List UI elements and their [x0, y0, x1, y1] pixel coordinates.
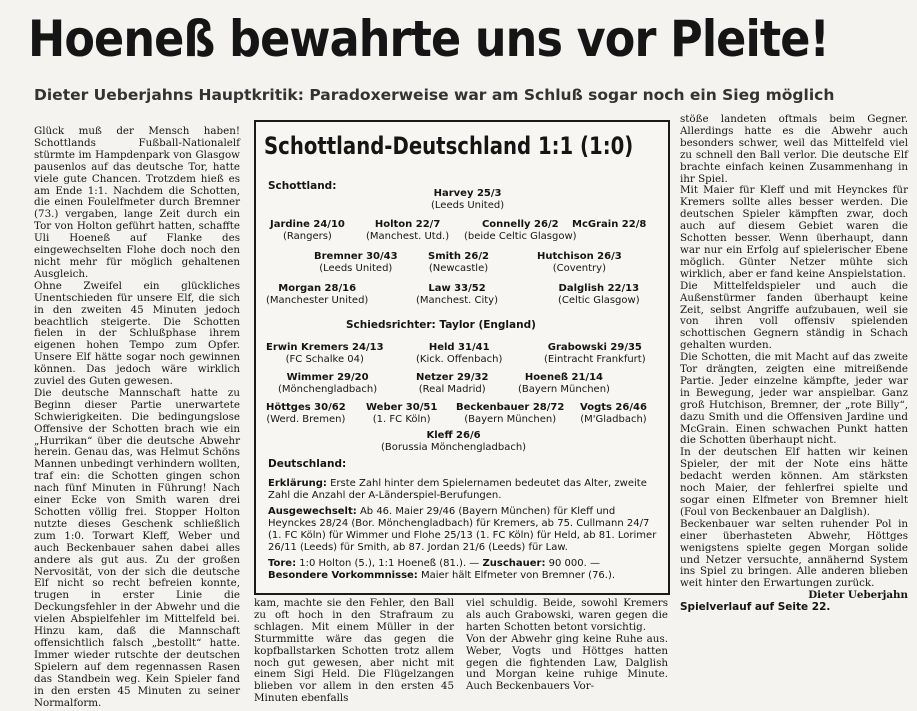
- player: Beckenbauer 28/72 (Bayern München): [456, 402, 565, 425]
- paragraph: Die Schotten, die mit Macht auf das zweite Tor drängten, zeigten eine mitreißende Partie. Jeder einzelne kämpfte, jeder war in Bewegung, jeder war anspielbar. Ganz groß Hutchison, Bremner, der „rote Billy“, dazu Smith und die Offensiven Jardine und McGrain. Einen schwachen Punkt hatten die Schotten überhaupt nicht.: [680, 351, 908, 447]
- player: Held 31/41 (Kick. Offenbach): [416, 342, 503, 365]
- article-column-3: [466, 598, 668, 693]
- paragraph: Ohne Zweifel ein glückliches Unentschieden für unsere Elf, die sich in den zweiten 45 Minuten jedoch beachtlich steigerte. Die Schotten fielen in der Schlußphase ihrem eigenen hohen Tempo zum Opfer. Unsere Elf hätte sogar noch gewinnen können. Das jedoch wäre wirklich zuviel des Guten gewesen.: [34, 279, 240, 388]
- paragraph: In der deutschen Elf hatten wir keinen Spieler, der mit der Note eins hätte bedacht werden können. Am stärksten noch Maier, der fehlerfrei spielte und sogar einen Elfmeter von Bremner hielt (Foul von Beckenbauer an Dalglish).: [680, 446, 908, 518]
- player: Netzer 29/32 (Real Madrid): [416, 372, 489, 395]
- box-title: Schottland-Deutschland 1:1 (1:0): [264, 132, 634, 160]
- player: Höttges 30/62 (Werd. Bremen): [266, 402, 346, 425]
- player: Vogts 26/46 (M'Gladbach): [580, 402, 647, 425]
- referee: Schiedsrichter: Taylor (England): [346, 319, 536, 331]
- paragraph: Beckenbauer war selten ruhender Pol in einer überhasteten Abwehr, Höttges wenigstens spielte gegen Morgan solide und Netzer versuchte, annähernd System ins Spiel zu bringen. Alle anderen blieben weit hinter den Erwartungen zurück.: [680, 517, 908, 590]
- scotland-label: Schottland:: [268, 180, 337, 192]
- headline: Hoeneß bewahrte uns vor Pleite!: [28, 10, 829, 68]
- lineup-box: [254, 120, 670, 595]
- player: Morgan 28/16 (Manchester United): [266, 283, 369, 306]
- paragraph: Mit Maier für Kleff und mit Heynckes für Kremers sollte alles besser werden. Die deutschen Spieler kämpften zwar, doch auch auf diesem Gebiet waren die Schotten besser. Wenn überhaupt, dann war nur ein Erfolg auf spielerischer Ebene möglich. Günter Netzer mühte sich wirklich, aber er fand keine Anspielstation.: [680, 184, 908, 280]
- player: Hutchison 26/3 (Coventry): [537, 251, 622, 274]
- player: Smith 26/2 (Newcastle): [428, 251, 489, 274]
- substitutions: Ausgewechselt: Ab 46. Maier 29/46 (Bayern München) für Kleff und Heynckes 28/24 (Bor. Mönchengladbach) für Kremers, ab 75. Cullmann 24/7 (1. FC Köln) für Wimmer und Flohe 25/13 (1. FC Köln) für Held, ab 81. Lorimer 26/11 (Leeds) für Smith, ab 87. Jordan 21/6 (Leeds) für Law.: [268, 506, 657, 553]
- player: Law 33/52 (Manchest. City): [416, 283, 498, 306]
- player: Harvey 25/3 (Leeds United): [431, 188, 505, 211]
- page-reference: Spielverlauf auf Seite 22.: [680, 601, 831, 614]
- paragraph: Die deutsche Mannschaft hatte zu Beginn dieser Partie unerwartete Schwierigkeiten. Die bedingungslose Offensive der Schotten brach wie ein „Hurrikan“ über die deutsche Abwehr herein. Genau das, was Helmut Schöns Mannen unbedingt verhindern wollten, traf ein: die Schotten gingen schon nach fünf Minuten in Führung! Nach einer Ecke von Smith waren drei Schotten völlig frei. Stopper Holton nutzte dieses Geschenk schließlich zum 1:0. Torwart Kleff, Weber und auch Beckenbauer sahen dabei alles andere als gut aus. Zu der großen Nervosität, von der sich die deutsche Elf nicht so recht befreien konnte, trugen in erster Linie die Deckungsfehler in der Abwehr und die vielen Abspielfehler im Mittelfeld bei. Hinzu kam, daß die Mannschaft offensichtlich falsch „bestollt“ hatte. Immer wieder rutschte der deutschen Spielern auf dem regennassen Rasen das Standbein weg. Kein Spieler fand in den ersten 45 Minuten zu seiner Normalform.: [34, 386, 240, 709]
- paragraph: Die Mittelfeldspieler und auch die Außenstürmer fanden überhaupt keine Zeit, selbst Angriffe aufzubauen, weil sie von ihren voll offensiv spielenden schottischen Gegnern ständig in Schach gehalten wurden.: [680, 279, 908, 352]
- player: Weber 30/51 (1. FC Köln): [366, 402, 438, 425]
- player: Kleff 26/6 (Borussia Mönchengladbach): [381, 430, 527, 453]
- article-column-2: [254, 598, 454, 705]
- paragraph: kam, machte sie den Fehler, den Ball zu oft hoch in den Strafraum zu schlagen. Mit einem Müller in der Sturmmitte wäre das gegen die kopfballstarken Schotten trotz allem noch gut gewesen, aber nicht mit einem Sigi Held. Die Flügelzangen blieben vor allem in den ersten 45 Minuten ebenfalls: [254, 597, 454, 705]
- subheadline: Dieter Ueberjahns Hauptkritik: Paradoxerweise war am Schluß sogar noch ein Sieg möglich: [34, 86, 835, 104]
- article-column-1: [34, 126, 240, 709]
- player: Connelly 26/2 (beide Celtic Glasgow): [464, 219, 577, 242]
- author-signature: Dieter Ueberjahn: [808, 589, 908, 602]
- player: Hoeneß 21/14 (Bayern München): [518, 372, 610, 395]
- paragraph: Glück muß der Mensch haben! Schottlands Fußball-Nationalelf stürmte im Hampdenpark von Glasgow pausenlos auf das deutsche Tor, hatte viele gute Chancen. Trotzdem hieß es am Ende 1:1. Nachdem die Schotten, die einen Foulelfmeter durch Bremner (73.) vergaben, lange Zeit durch ein Tor von Holton geführt hatten, schaffte Uli Hoeneß auf Flanke des eingewechselten Flohe doch noch den nicht mehr für möglich gehaltenen Ausgleich.: [34, 125, 240, 280]
- germany-label: Deutschland:: [268, 458, 347, 470]
- player: Jardine 24/10 (Rangers): [270, 219, 345, 242]
- player: Wimmer 29/20 (Mönchengladbach): [278, 372, 378, 395]
- paragraph: viel schuldig. Beide, sowohl Kremers als auch Grabowski, waren gegen die harten Schotten betont vorsichtig.: [466, 597, 668, 633]
- paragraph: Von der Abwehr ging keine Ruhe aus. Weber, Vogts und Höttges hatten gegen die fightenden Law, Dalglish und Morgan keine ruhige Minute. Auch Beckenbauers Vor-: [466, 632, 668, 693]
- player: Grabowski 29/35 (Eintracht Frankfurt): [544, 342, 646, 365]
- player: Holton 22/7 (Manchest. Utd.): [366, 219, 450, 242]
- paragraph: stöße landeten oftmals beim Gegner. Allerdings hatte es die Abwehr auch besonders schwer, weil das Mittelfeld viel zu schnell den Ball verlor. Die deutsche Elf brachte einfach keinen Zusammenhang in ihr Spiel.: [680, 113, 908, 185]
- explanation: Erklärung: Erste Zahl hinter dem Spielernamen bedeutet das Alter, zweite Zahl die Anzahl der A-Länderspiel-Berufungen.: [268, 478, 647, 501]
- player: McGrain 22/8: [572, 219, 647, 230]
- article-column-4: [680, 114, 908, 614]
- match-facts: Tore: 1:0 Holton (5.), 1:1 Hoeneß (81.). — Zuschauer: 90 000. — Besondere Vorkommnisse: Maier hält Elfmeter von Bremner (76.).: [268, 558, 616, 581]
- player: Bremner 30/43 (Leeds United): [314, 251, 398, 274]
- player: Erwin Kremers 24/13 (FC Schalke 04): [266, 342, 384, 365]
- player: Dalglish 22/13 (Celtic Glasgow): [558, 283, 640, 306]
